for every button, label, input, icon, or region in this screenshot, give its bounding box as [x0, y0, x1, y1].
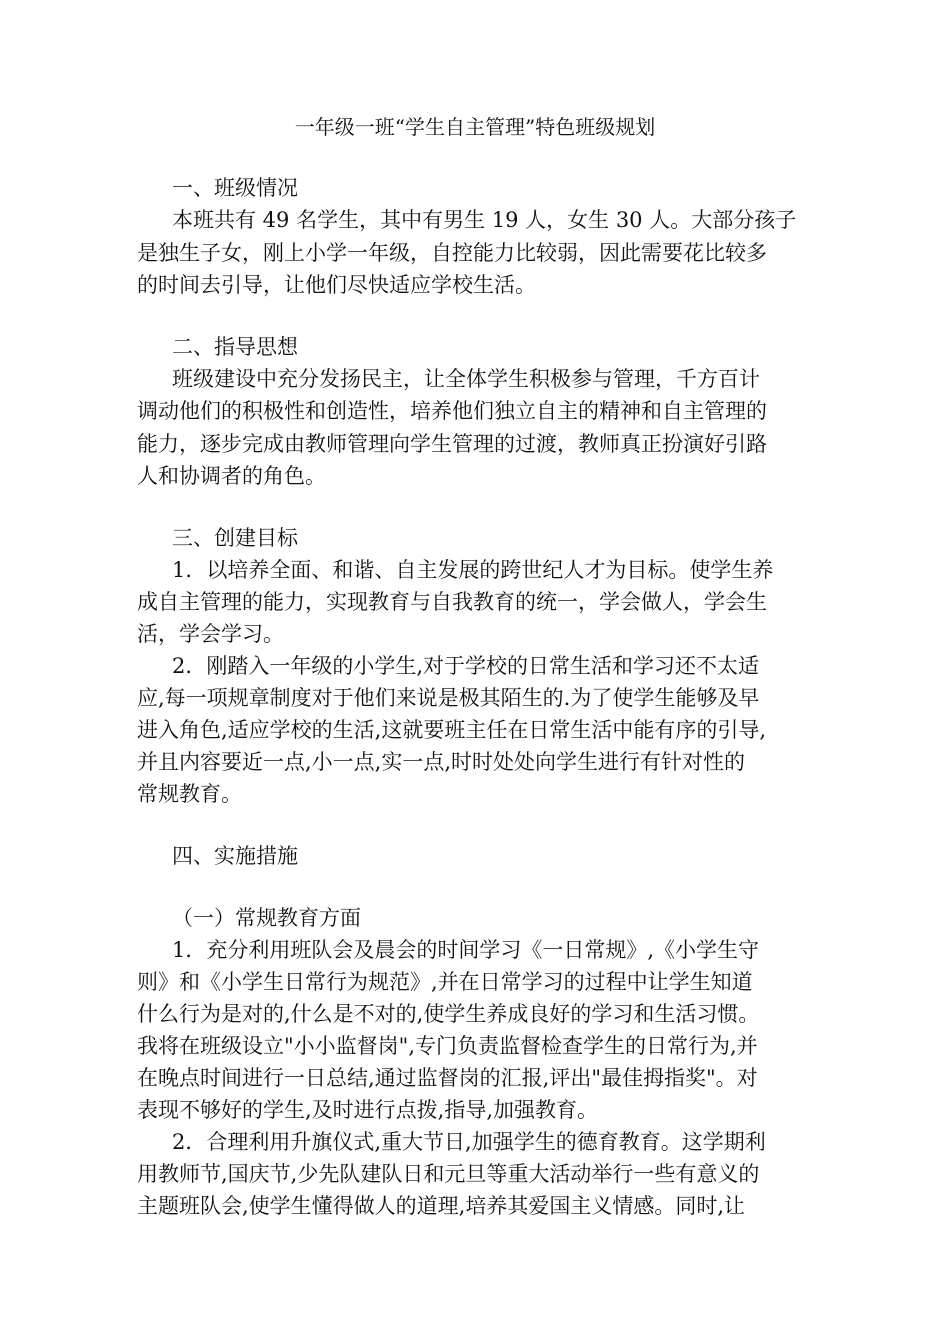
- paragraph-line: 并且内容要近一点,小一点,实一点,时时处处向学生进行有针对性的: [137, 750, 746, 774]
- paragraph-line: 进入角色,适应学校的生活,这就要班主任在日常生活中能有序的引导,: [137, 718, 767, 742]
- paragraph-line: 本班共有 49 名学生，其中有男生 19 人，女生 30 人。大部分孩子: [172, 208, 797, 232]
- paragraph-line: 则》和《小学生日常行为规范》,并在日常学习的过程中让学生知道: [137, 970, 753, 994]
- paragraph-line: 活，学会学习。: [137, 622, 284, 646]
- document-title: 一年级一班“学生自主管理”特色班级规划: [294, 115, 656, 139]
- section-heading-class-situation: 一、班级情况: [172, 176, 298, 200]
- paragraph-line: 应,每一项规章制度对于他们来说是极其陌生的.为了使学生能够及早: [137, 686, 760, 710]
- section-heading-measures: 四、实施措施: [172, 844, 298, 868]
- paragraph-line: 成自主管理的能力，实现教育与自我教育的统一，学会做人，学会生: [137, 590, 767, 614]
- section-heading-guiding-idea: 二、指导思想: [172, 335, 298, 359]
- paragraph-line: 的时间去引导，让他们尽快适应学校生活。: [137, 273, 536, 297]
- paragraph-line: 常规教育。: [137, 782, 242, 806]
- paragraph-line: 2．刚踏入一年级的小学生,对于学校的日常生活和学习还不太适: [172, 654, 760, 678]
- paragraph-line: 是独生子女，刚上小学一年级，自控能力比较弱，因此需要花比较多: [137, 241, 767, 265]
- section-heading-goals: 三、创建目标: [172, 526, 298, 550]
- paragraph-line: 表现不够好的学生,及时进行点拨,指导,加强教育。: [137, 1098, 599, 1122]
- paragraph-line: 调动他们的积极性和创造性，培养他们独立自主的精神和自主管理的: [137, 399, 767, 423]
- paragraph-line: 1．以培养全面、和谐、自主发展的跨世纪人才为目标。使学生养: [172, 558, 774, 582]
- paragraph-line: 用教师节,国庆节,少先队建队日和元旦等重大活动举行一些有意义的: [137, 1162, 760, 1186]
- paragraph-line: 能力，逐步完成由教师管理向学生管理的过渡，教师真正扮演好引路: [137, 432, 767, 456]
- paragraph-line: 我将在班级设立"小小监督岗",专门负责监督检查学生的日常行为,并: [137, 1034, 758, 1058]
- paragraph-line: 2．合理利用升旗仪式,重大节日,加强学生的德育教育。这学期利: [172, 1130, 766, 1154]
- paragraph-line: 什么行为是对的,什么是不对的,使学生养成良好的学习和生活习惯。: [137, 1002, 760, 1026]
- subsection-heading-routine-education: （一）常规教育方面: [172, 906, 361, 930]
- paragraph-line: 主题班队会,使学生懂得做人的道理,培养其爱国主义情感。同时,让: [137, 1194, 746, 1218]
- paragraph-line: 在晚点时间进行一日总结,通过监督岗的汇报,评出"最佳拇指奖"。对: [137, 1066, 758, 1090]
- paragraph-line: 1．充分利用班队会及晨会的时间学习《一日常规》,《小学生守: [172, 938, 760, 962]
- paragraph-line: 班级建设中充分发扬民主，让全体学生积极参与管理，千方百计: [172, 367, 760, 391]
- paragraph-line: 人和协调者的角色。: [137, 464, 326, 488]
